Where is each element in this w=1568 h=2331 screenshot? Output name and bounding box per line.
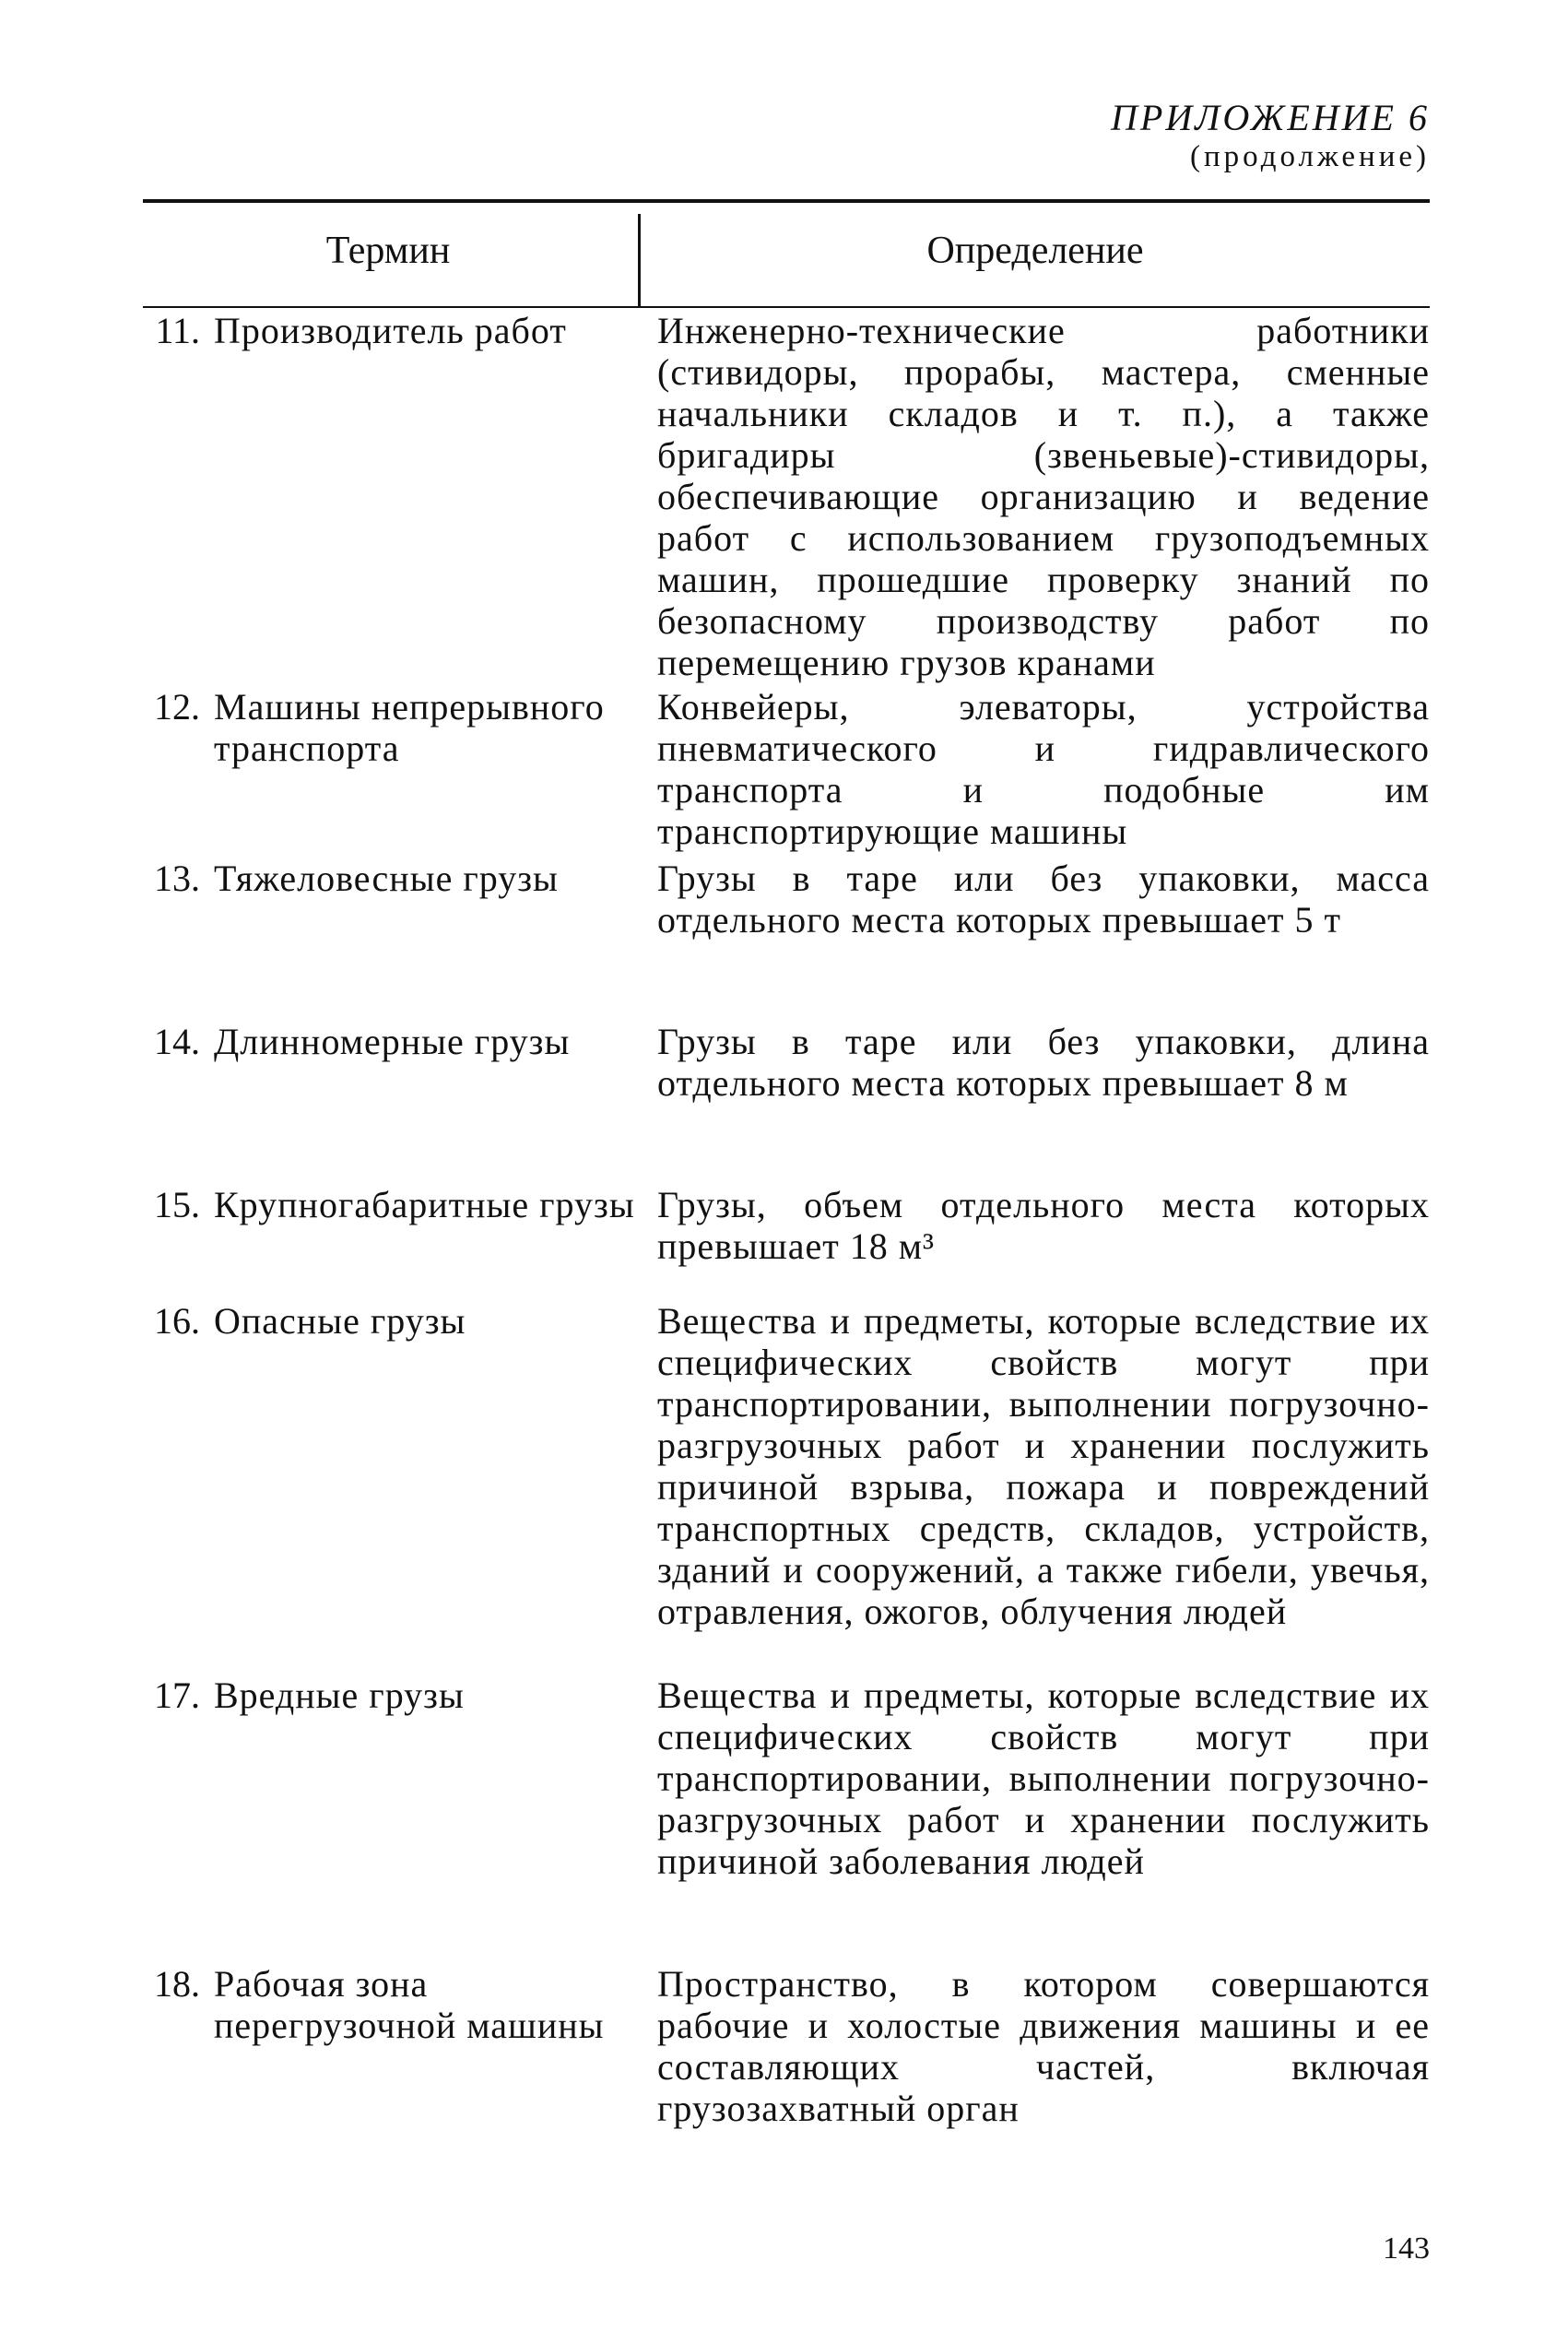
row-term: Машины непрерывного транспорта — [214, 686, 605, 769]
row-number: 17. — [154, 1674, 200, 1716]
row-term: Вредные грузы — [214, 1674, 465, 1716]
appendix-subtitle: (продолжение) — [1190, 140, 1430, 173]
row-number: 13. — [154, 858, 200, 899]
column-header-definition: Определение — [926, 230, 1144, 272]
row-number: 11. — [155, 310, 200, 351]
row-definition: Вещества и предметы, которые вследствие их специфических свойств могут при транспортировании, выполнении погрузочно-разгрузочных работ и хранении послужить причиной заболевания людей — [657, 1674, 1430, 1882]
row-term: Рабочая зона перегрузочной машины — [214, 1963, 605, 2046]
definitions-table — [143, 199, 1430, 2129]
row-definition: Грузы, объем отдельного места которых превышает 18 м³ — [657, 1184, 1430, 1267]
page-header — [1111, 97, 1430, 173]
row-term: Тяжеловесные грузы — [214, 858, 559, 899]
table-header-rule — [143, 306, 1430, 308]
row-definition: Конвейеры, элеваторы, устройства пневматического и гидравлического транспорта и подобные им транспортирующие машины — [657, 686, 1430, 852]
table-header — [143, 203, 1430, 306]
appendix-title: ПРИЛОЖЕНИЕ 6 — [1111, 97, 1430, 138]
row-number: 12. — [154, 686, 200, 728]
row-number: 14. — [154, 1021, 200, 1062]
row-term: Производитель работ — [214, 310, 567, 351]
row-number: 18. — [154, 1963, 200, 2005]
row-term: Длинномерные грузы — [214, 1021, 571, 1062]
row-definition: Инженерно-технические работники (стивидоры, прорабы, мастера, сменные начальники складов и т. п.), а также бригадиры (звеньевые)-стивидоры, обеспечивающие организацию и ведение работ с использованием грузоподъемных машин, прошедшие проверку знаний по безопасному производству работ по перемещению грузов кранами — [657, 310, 1430, 683]
row-number: 15. — [154, 1184, 200, 1225]
row-definition: Грузы в таре или без упаковки, длина отдельного места которых превышает 8 м — [657, 1021, 1430, 1104]
page-number: 143 — [1383, 2231, 1430, 2266]
row-number: 16. — [154, 1300, 200, 1342]
row-definition: Пространство, в котором совершаются рабочие и холостые движения машины и ее составляющих частей, включая грузозахватный орган — [657, 1963, 1430, 2129]
row-definition: Грузы в таре или без упаковки, масса отдельного места которых превышает 5 т — [657, 858, 1430, 941]
row-term: Опасные грузы — [214, 1300, 466, 1342]
row-definition: Вещества и предметы, которые вследствие их специфических свойств могут при транспортировании, выполнении погрузочно-разгрузочных работ и хранении послужить причиной взрыва, пожара и повреждений транспортных средств, складов, устройств, зданий и сооружений, а также гибели, увечья, отравления, ожогов, облучения людей — [657, 1300, 1430, 1632]
column-header-term: Термин — [325, 230, 451, 272]
row-term: Крупногабаритные грузы — [214, 1184, 635, 1225]
